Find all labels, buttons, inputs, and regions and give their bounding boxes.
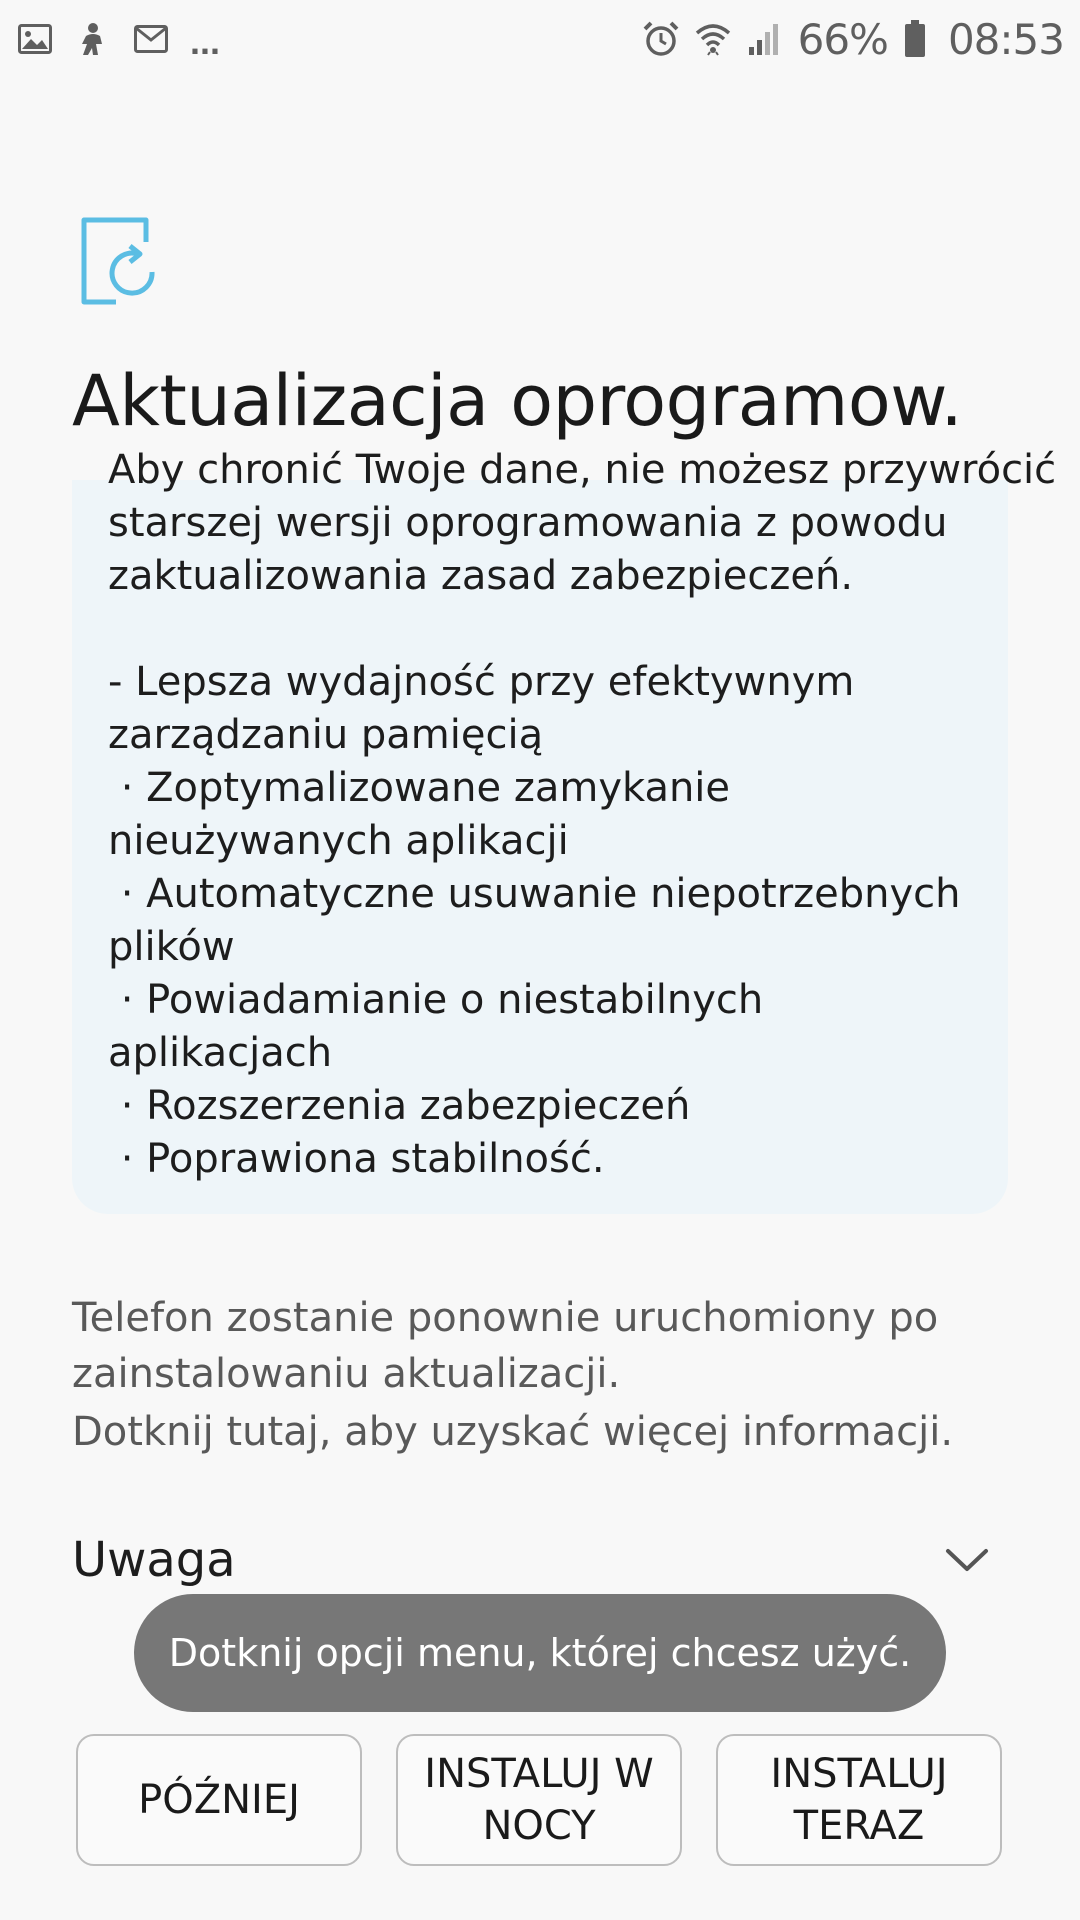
status-bar-left [16, 15, 240, 63]
release-notes-line: zaktualizowania zasad zabezpieczeń. [108, 553, 854, 599]
person-icon [74, 20, 112, 58]
release-notes-card[interactable] [72, 447, 1057, 1214]
release-notes-line: aplikacjach [108, 1030, 333, 1076]
more-notifications-indicator: ... [190, 21, 221, 62]
clock: 08:53 [947, 14, 1064, 64]
signal-icon [746, 20, 784, 58]
release-notes-line: zarządzaniu pamięcią [108, 712, 544, 758]
release-notes-line: · Rozszerzenia zabezpieczeń [108, 1083, 691, 1129]
page-title: Aktualizacja oprogramow. [72, 360, 963, 442]
alarm-icon [642, 20, 680, 58]
install-at-night-button[interactable]: INSTALUJ W NOCY [396, 1734, 682, 1866]
release-notes-line: plików [108, 924, 235, 970]
notice-expander[interactable] [72, 1525, 992, 1595]
restart-info-line-2: zainstalowaniu aktualizacji. [72, 1351, 621, 1397]
notice-label: Uwaga [72, 1532, 236, 1588]
release-notes-line: · Poprawiona stabilność. [108, 1136, 605, 1182]
release-notes-line: Aby chronić Twoje dane, nie możesz przywrócić [108, 447, 1057, 493]
release-notes-line: nieużywanych aplikacji [108, 818, 569, 864]
toast-message: Dotknij opcji menu, której chcesz użyć. [134, 1594, 946, 1712]
later-button[interactable]: PÓŹNIEJ [76, 1734, 362, 1866]
release-notes-line [108, 603, 978, 656]
release-notes-line: - Lepsza wydajność przy efektywnym [108, 659, 855, 705]
image-icon [16, 20, 54, 58]
release-notes-line: · Automatyczne usuwanie niepotrzebnych [108, 871, 961, 917]
release-notes-line: · Powiadamianie o niestabilnych [108, 977, 764, 1023]
restart-info-line-1: Telefon zostanie ponownie uruchomiony po [72, 1295, 939, 1341]
status-bar [0, 0, 1080, 78]
action-buttons [76, 1734, 1004, 1868]
battery-percent: 66% [797, 14, 888, 64]
release-notes-text [108, 444, 1057, 1186]
chevron-down-icon[interactable] [942, 1540, 992, 1580]
release-notes-line: · Zoptymalizowane zamykanie [108, 765, 731, 811]
more-info-link[interactable]: Dotknij tutaj, aby uzyskać więcej informacji. [72, 1409, 954, 1455]
restart-info [72, 1290, 1012, 1460]
release-notes-line: starszej wersji oprogramowania z powodu [108, 500, 948, 546]
mail-icon [132, 20, 170, 58]
battery-icon [896, 20, 934, 58]
status-bar-right [628, 15, 1064, 64]
wifi-icon [694, 20, 732, 58]
software-update-icon [80, 216, 162, 306]
install-now-button[interactable]: INSTALUJ TERAZ [716, 1734, 1002, 1866]
